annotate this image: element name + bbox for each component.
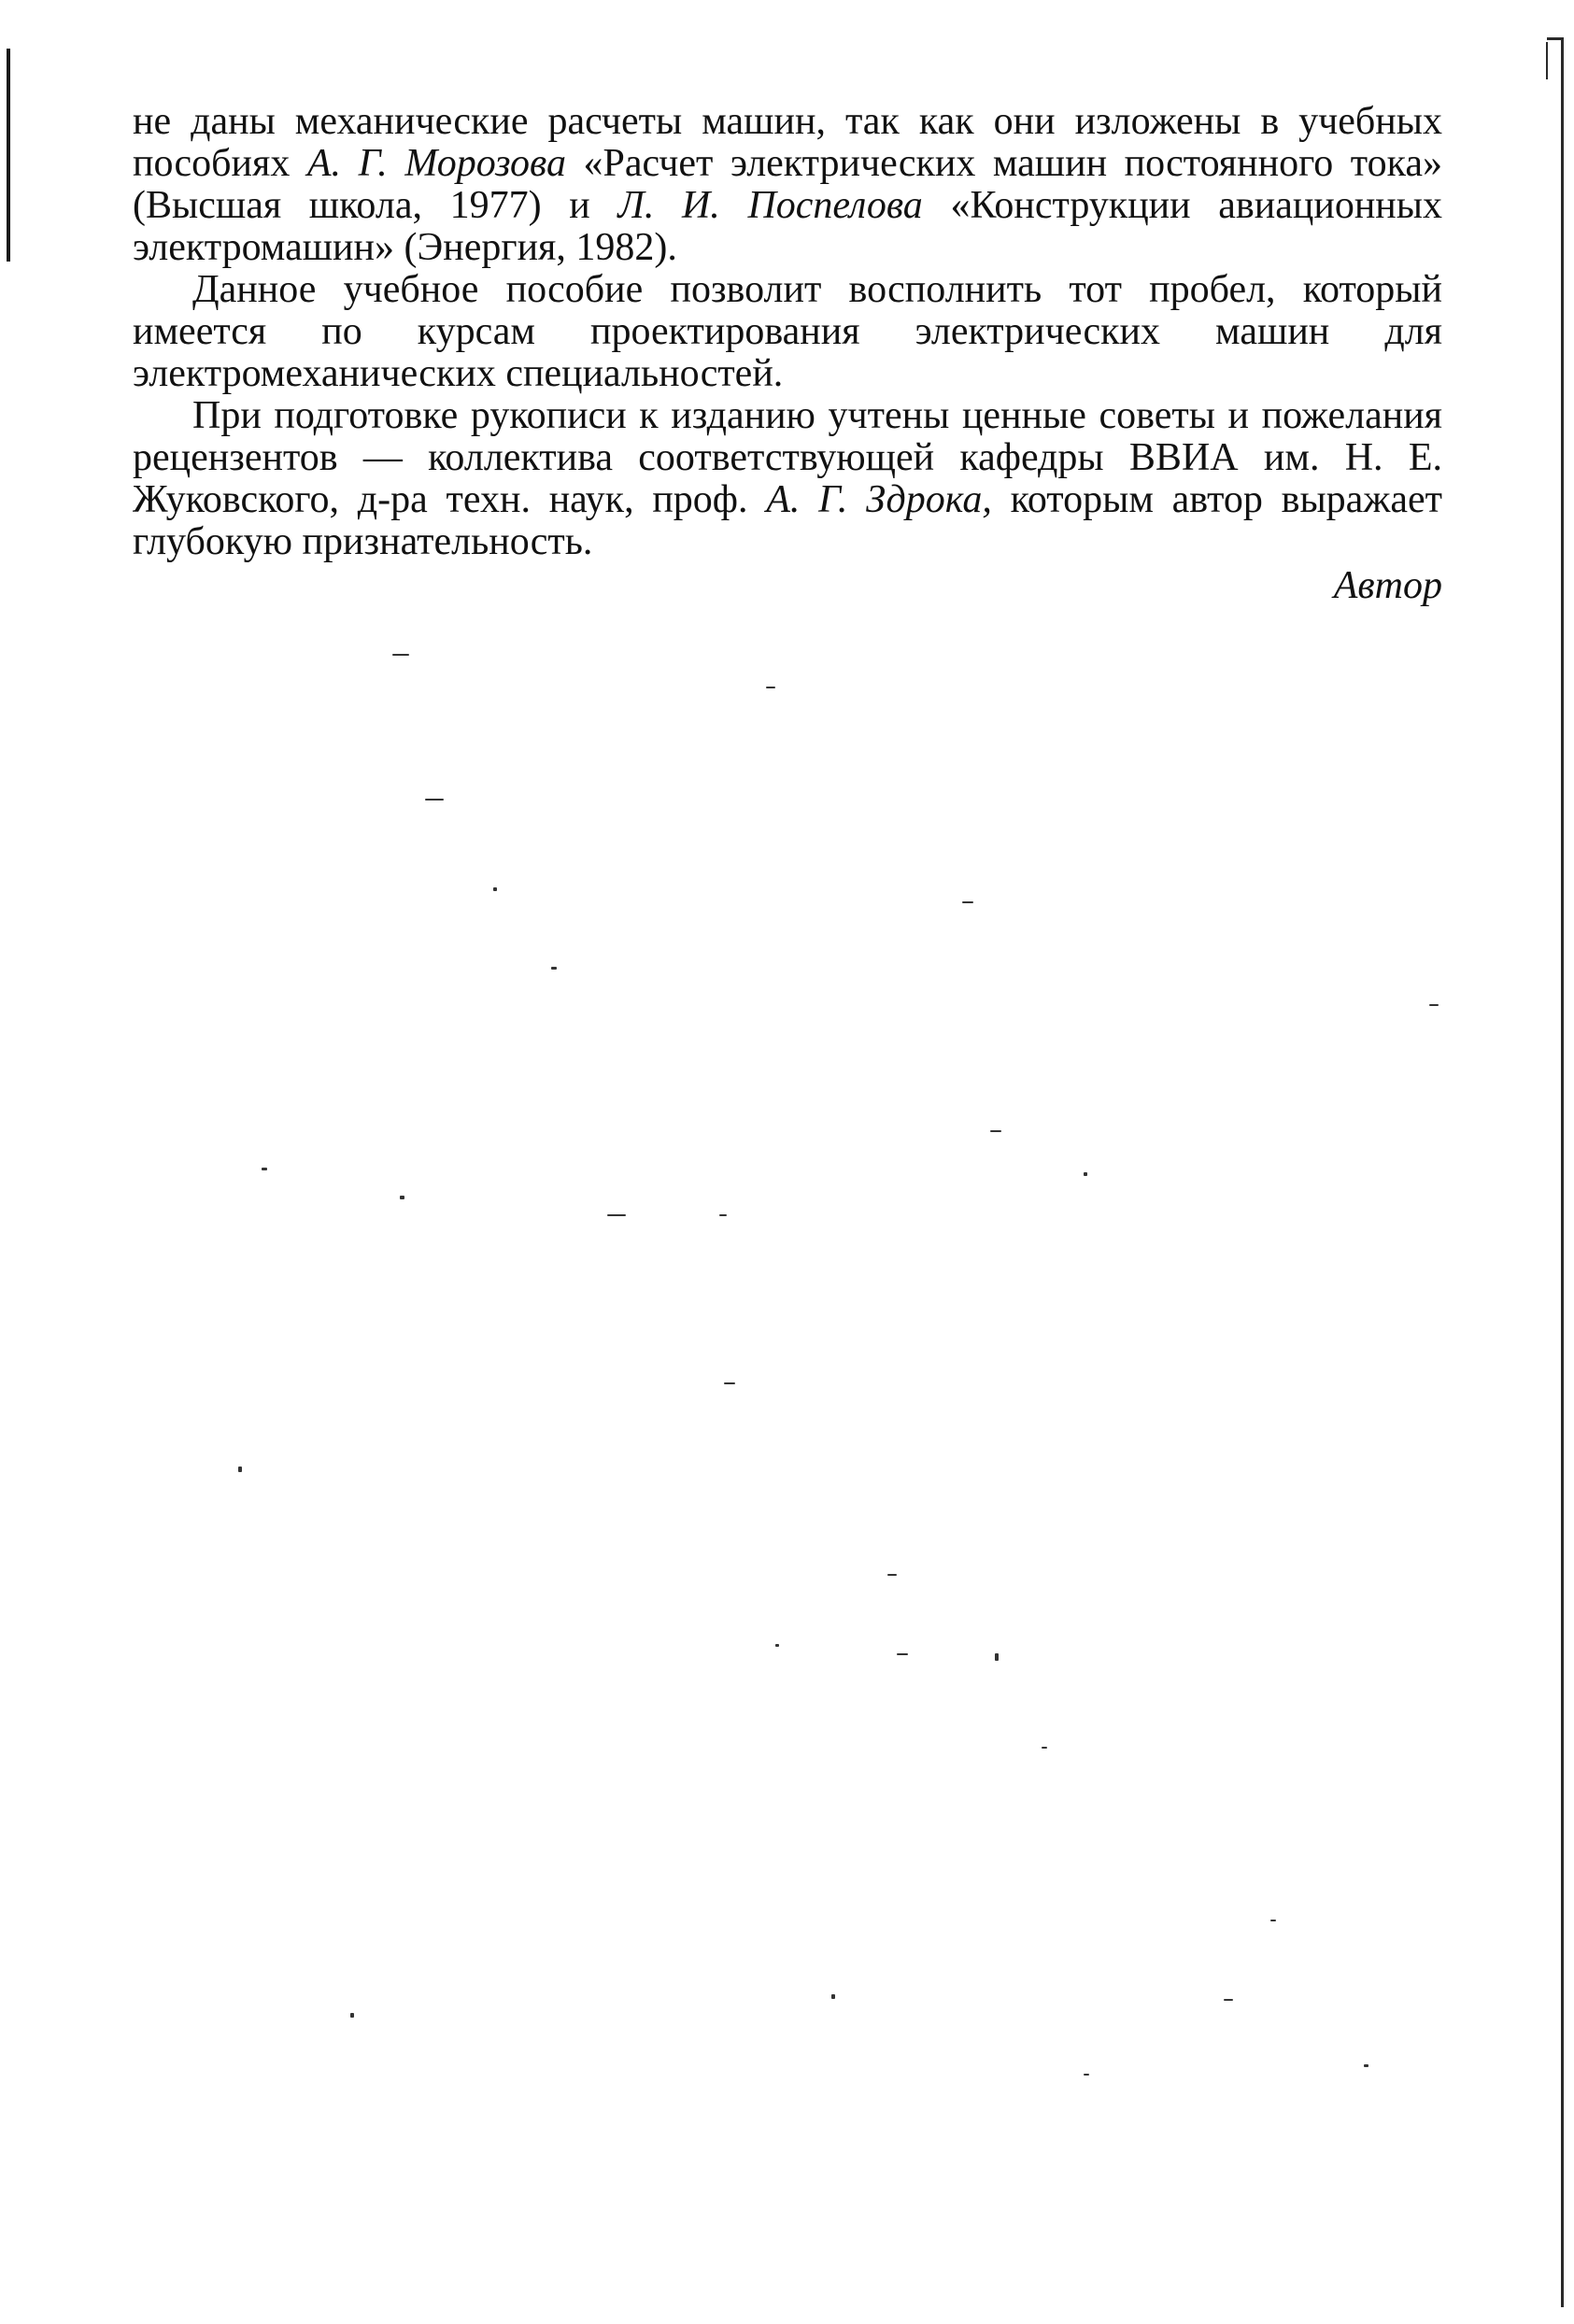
- scan-speck: [831, 1994, 835, 1999]
- scan-speck: [238, 1467, 242, 1472]
- italic-name: А. Г. Здрока,: [766, 478, 992, 521]
- paragraph-3: [133, 395, 1442, 563]
- author-signature: Автор: [1333, 564, 1442, 607]
- scan-speck: [425, 799, 444, 801]
- text-run: которым автор выражает глубокую признательность.: [133, 478, 1442, 563]
- scan-speck: [1084, 1172, 1087, 1176]
- scan-speck: [995, 1653, 999, 1661]
- scan-speck: [1224, 1999, 1233, 2001]
- scan-speck: [262, 1168, 267, 1170]
- scan-speck: [392, 654, 409, 656]
- scan-speck: [1364, 2064, 1368, 2067]
- italic-name: Л. И. Поспелова: [617, 184, 923, 227]
- text-run: Данное учебное пособие позволит восполнить тот пробел, который имеется по курсам проектирования электрических машин для электромеханических специальностей.: [133, 268, 1442, 395]
- page-text: [133, 101, 1442, 563]
- scan-speck: [766, 687, 775, 688]
- text-run: При подготовке рукописи к изданию учтены ценные советы и пожелания рецензентов — коллектива соответствующей кафедры ВВИА им. Н. Е. Жуковского, д-ра техн. наук, проф.: [133, 394, 1442, 521]
- scan-speck: [493, 887, 497, 891]
- paragraph-2: [133, 269, 1442, 395]
- scan-speck: [962, 901, 973, 903]
- scan-speck: [1270, 1920, 1276, 1921]
- scan-speck: [400, 1196, 404, 1199]
- paragraph-1: [133, 101, 1442, 269]
- text-run: «Конструкции авиационных электромашин» (Энергия, 1982).: [133, 184, 1442, 269]
- scan-speck: [350, 2013, 354, 2018]
- scan-speck: [897, 1653, 908, 1655]
- scan-edge-tick: [1546, 42, 1548, 79]
- scan-speck: [551, 967, 557, 970]
- scan-speck: [1429, 1004, 1439, 1006]
- scan-speck: [887, 1574, 897, 1576]
- scan-speck: [607, 1214, 626, 1216]
- text-run: «Расчет электрических машин постоянного тока» (Высшая школа, 1977) и: [133, 142, 1443, 227]
- scan-speck: [719, 1214, 727, 1216]
- scan-speck: [1084, 2074, 1089, 2076]
- scan-edge-right: [1561, 37, 1564, 2307]
- scan-speck: [724, 1382, 735, 1384]
- text-run: не даны механические расчеты машин, так как они изложены в учебных пособиях: [133, 100, 1442, 185]
- scan-speck: [1042, 1747, 1047, 1749]
- italic-name: А. Г. Морозова: [306, 142, 566, 185]
- scan-speck: [990, 1130, 1001, 1132]
- scan-edge-left: [7, 49, 10, 262]
- scan-speck: [775, 1644, 779, 1647]
